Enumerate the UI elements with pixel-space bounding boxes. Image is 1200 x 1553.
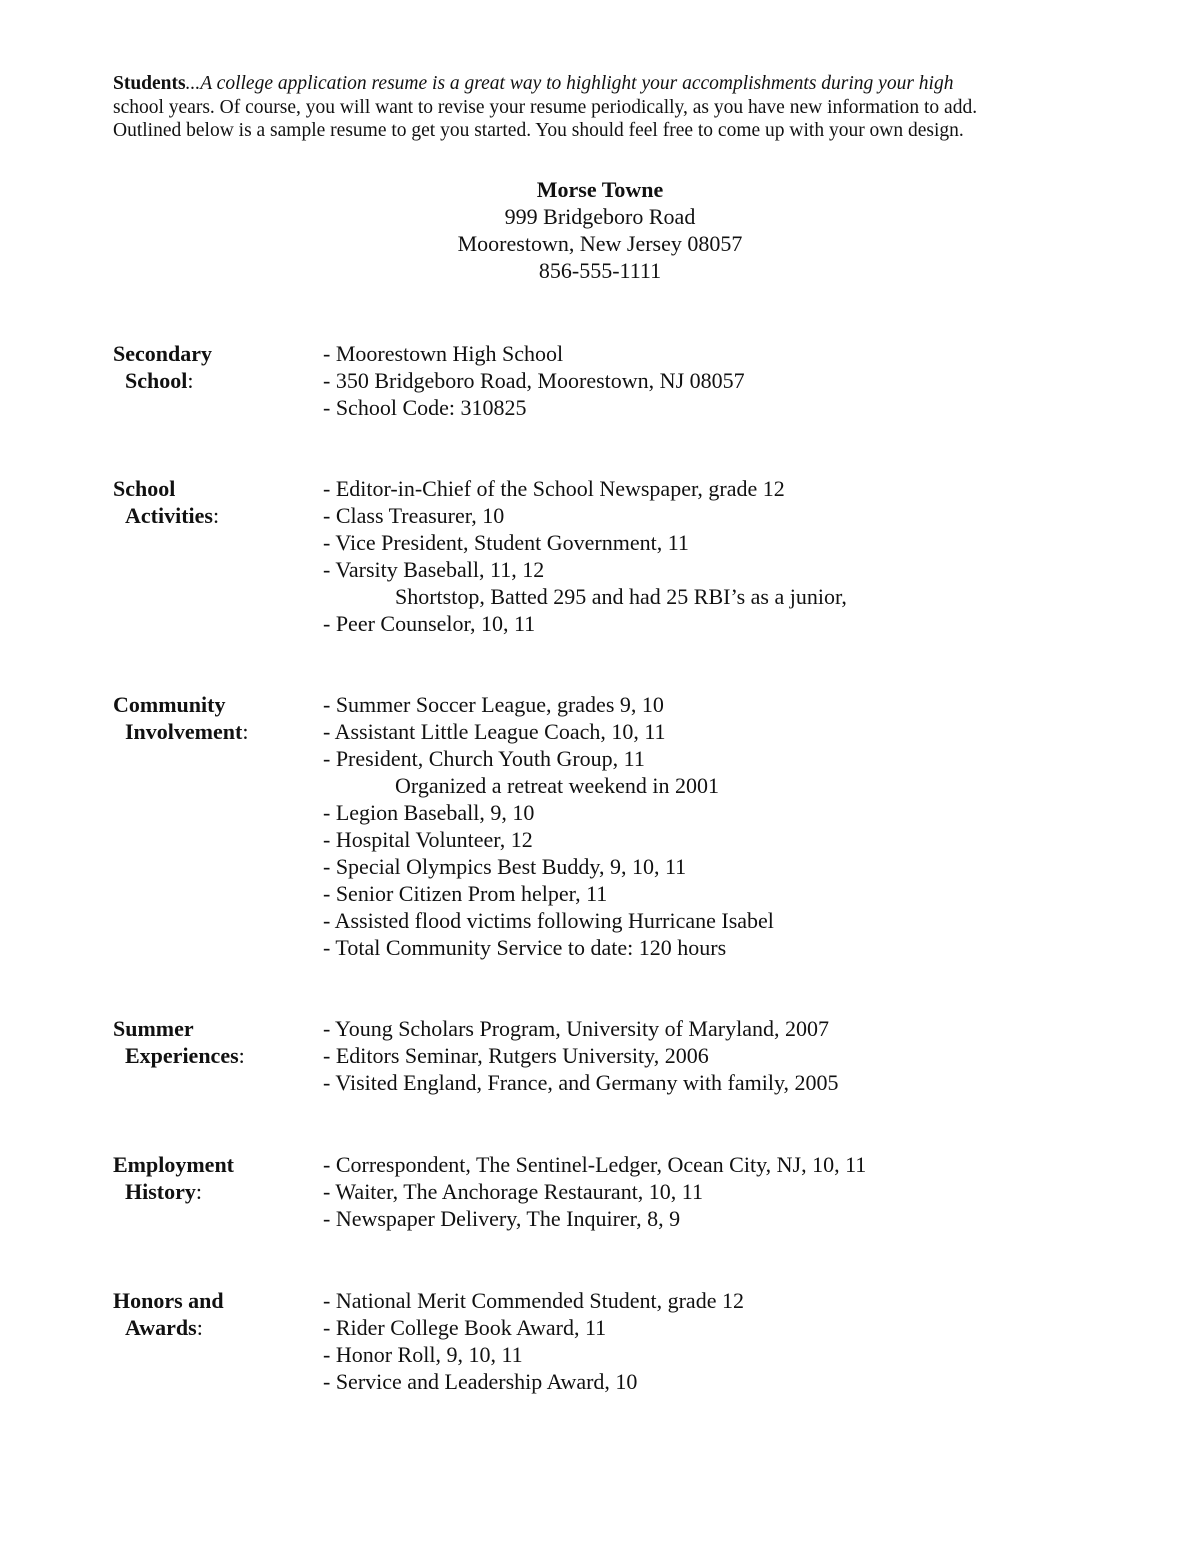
list-item: - Summer Soccer League, grades 9, 10: [323, 692, 664, 717]
section-label-text: History: [125, 1179, 196, 1204]
intro-italic: ...A college application resume is a great way to highlight your accomplishments during your high: [185, 73, 954, 94]
intro-paragraph: [113, 72, 1113, 143]
list-item: - Waiter, The Anchorage Restaurant, 10, 11: [323, 1179, 703, 1204]
resume-header: [0, 176, 1200, 284]
list-item: - Correspondent, The Sentinel-Ledger, Ocean City, NJ, 10, 11: [323, 1152, 867, 1177]
list-item: - Legion Baseball, 9, 10: [323, 800, 535, 825]
section-items: [323, 691, 774, 961]
section-label-line-2: [113, 367, 212, 394]
section-label-line-1: Employment: [113, 1152, 234, 1177]
list-item: - Varsity Baseball, 11, 12: [323, 557, 545, 582]
list-item: - Moorestown High School: [323, 341, 564, 366]
section-label-line-1: Community: [113, 692, 226, 717]
city-state-zip: Moorestown, New Jersey 08057: [457, 231, 743, 256]
section-label-text: Involvement: [125, 719, 243, 744]
intro-line-2: school years. Of course, you will want to revise your resume periodically, as you have new information to add.: [113, 96, 978, 118]
section-label-line-2: [113, 1314, 224, 1341]
section-label-text: School: [125, 368, 188, 393]
label-colon: :: [212, 503, 220, 528]
section-items: [323, 1287, 744, 1395]
list-item: - Special Olympics Best Buddy, 9, 10, 11: [323, 854, 687, 879]
list-item: - Total Community Service to date: 120 hours: [323, 935, 727, 960]
section-items: [323, 1015, 839, 1096]
section-label: [113, 340, 212, 394]
list-item-detail: Shortstop, Batted 295 and had 25 RBI’s as a junior,: [395, 584, 847, 609]
label-colon: :: [196, 1315, 203, 1340]
phone-number: 856-555-1111: [538, 258, 662, 283]
intro-lead: Students: [113, 73, 186, 94]
list-item: - Rider College Book Award, 11: [323, 1315, 607, 1340]
list-item: - Assisted flood victims following Hurricane Isabel: [323, 908, 774, 933]
section-label-line-2: [113, 502, 219, 529]
list-item: - Young Scholars Program, University of Maryland, 2007: [323, 1016, 829, 1041]
list-item: - Vice President, Student Government, 11: [323, 530, 689, 555]
list-item: - 350 Bridgeboro Road, Moorestown, NJ 08057: [323, 368, 745, 393]
list-item: - School Code: 310825: [323, 395, 527, 420]
section-label-line-1: Summer: [113, 1016, 194, 1041]
section-label-text: Awards: [125, 1315, 197, 1340]
street-address: 999 Bridgeboro Road: [504, 204, 696, 229]
label-colon: :: [242, 719, 249, 744]
section-items: [323, 1151, 866, 1232]
section-label: [113, 1287, 224, 1341]
section-label-text: Activities: [125, 503, 213, 528]
section-label-line-1: Secondary: [113, 341, 212, 366]
section-label-line-1: School: [113, 476, 176, 501]
section-label-line-2: [113, 1042, 245, 1069]
list-item: - Honor Roll, 9, 10, 11: [323, 1342, 523, 1367]
section-label-line-2: [113, 1178, 234, 1205]
section-label: [113, 475, 219, 529]
label-colon: :: [238, 1043, 245, 1068]
section-label: [113, 691, 248, 745]
label-colon: :: [187, 368, 194, 393]
list-item: - Service and Leadership Award, 10: [323, 1369, 638, 1394]
list-item: - Class Treasurer, 10: [323, 503, 505, 528]
section-label: [113, 1015, 245, 1069]
list-item: - Peer Counselor, 10, 11: [323, 611, 536, 636]
section-items: [323, 475, 847, 637]
applicant-name: Morse Towne: [536, 177, 664, 202]
list-item-detail: Organized a retreat weekend in 2001: [395, 773, 719, 798]
list-item: - Assistant Little League Coach, 10, 11: [323, 719, 666, 744]
list-item: - National Merit Commended Student, grade 12: [323, 1288, 744, 1313]
list-item: - Visited England, France, and Germany with family, 2005: [323, 1070, 839, 1095]
section-label: [113, 1151, 234, 1205]
list-item: - Hospital Volunteer, 12: [323, 827, 533, 852]
label-colon: :: [195, 1179, 203, 1204]
section-label-line-2: [113, 718, 248, 745]
section-items: [323, 340, 745, 421]
section-label-text: Experiences: [125, 1043, 239, 1068]
intro-line-1: [113, 72, 1113, 96]
list-item: - Newspaper Delivery, The Inquirer, 8, 9: [323, 1206, 681, 1231]
list-item: - Editor-in-Chief of the School Newspaper, grade 12: [323, 476, 785, 501]
list-item: - President, Church Youth Group, 11: [323, 746, 645, 771]
list-item: - Senior Citizen Prom helper, 11: [323, 881, 608, 906]
list-item: - Editors Seminar, Rutgers University, 2006: [323, 1043, 709, 1068]
intro-line-3: Outlined below is a sample resume to get you started. You should feel free to come up with your own design.: [113, 120, 964, 141]
section-label-line-1: Honors and: [113, 1288, 224, 1313]
